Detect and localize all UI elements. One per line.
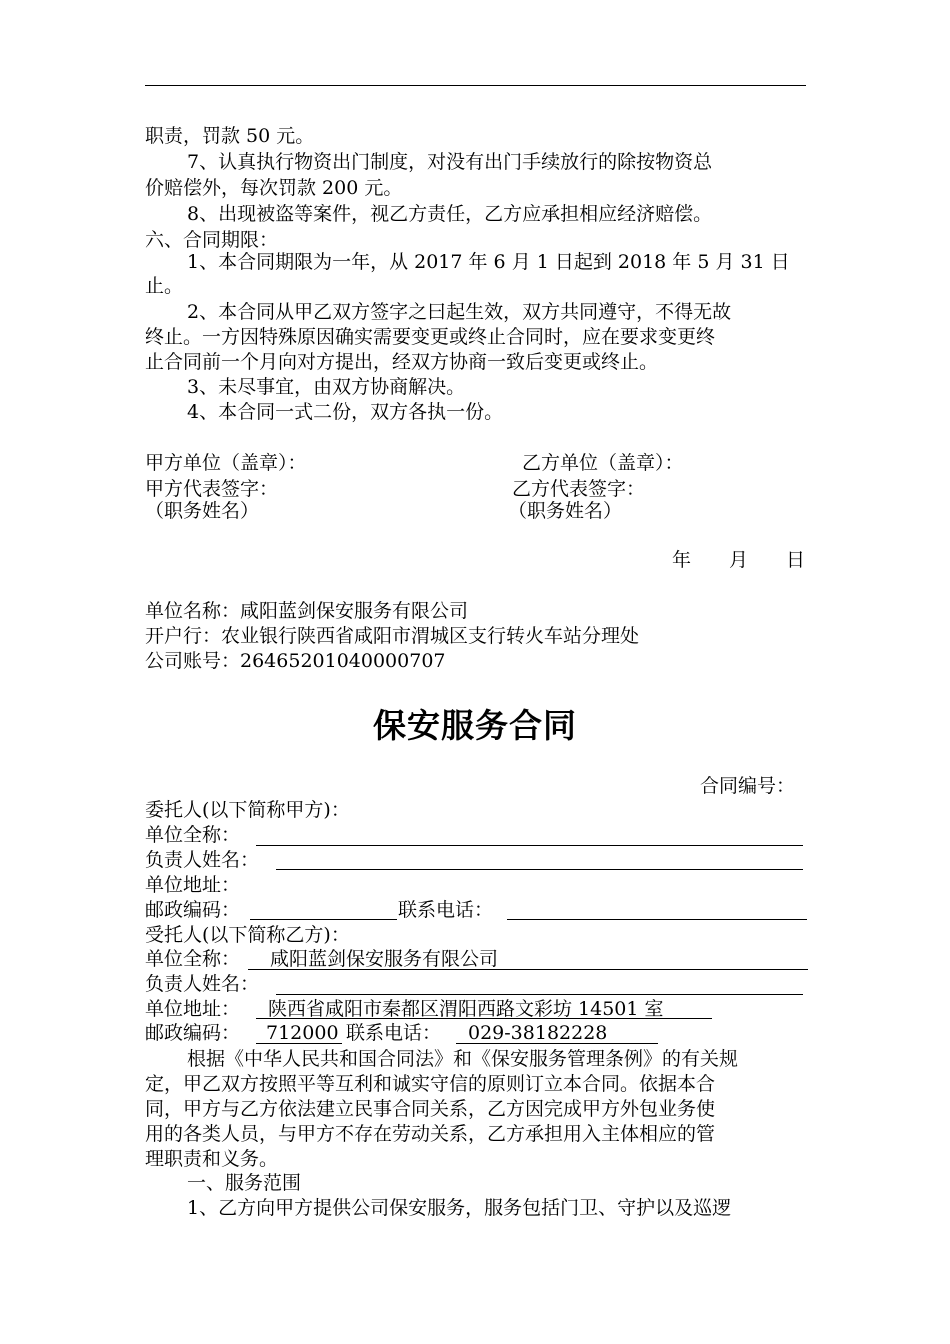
contract-number-label: 合同编号：: [699, 775, 795, 797]
paragraph-line: 4、本合同一式二份，双方各执一份。: [187, 401, 504, 423]
contract-title: 保安服务合同: [373, 706, 577, 745]
paragraph-line: 用的各类人员，与甲方不存在劳动关系，乙方承担用入主体相应的管: [145, 1123, 716, 1145]
company-account: 公司账号：26465201040000707: [145, 650, 446, 672]
client-header: 委托人(以下简称甲方)：: [145, 799, 350, 821]
paragraph-line: 终止。一方因特殊原因确实需要变更或终止合同时，应在要求变更终: [145, 326, 716, 348]
party-a-unit-label: 单位全称：: [145, 824, 241, 846]
party-a-unit-label: 甲方单位（盖章）：: [145, 452, 307, 474]
header-rule: [145, 85, 806, 86]
party-a-address-label: 单位地址：: [145, 874, 241, 896]
party-b-person-blank: [276, 994, 803, 995]
party-a-postcode-blank: [250, 919, 397, 920]
party-a-phone-label: 联系电话：: [398, 899, 494, 921]
paragraph-line: 3、未尽事宜，由双方协商解决。: [187, 376, 466, 398]
company-name: 单位名称：咸阳蓝剑保安服务有限公司: [145, 600, 469, 622]
party-b-phone-value: 029-38182228: [468, 1022, 608, 1044]
date-line: 年 月 日: [671, 549, 805, 571]
paragraph-line: 8、出现被盗等案件，视乙方责任，乙方应承担相应经济赔偿。: [187, 203, 713, 225]
party-b-postcode-label: 邮政编码：: [145, 1022, 241, 1044]
paragraph-line: 同，甲方与乙方依法建立民事合同关系，乙方因完成甲方外包业务使: [145, 1098, 716, 1120]
paragraph-line: 根据《中华人民共和国合同法》和《保安服务管理条例》的有关规: [187, 1048, 739, 1070]
party-b-address-value: 陕西省咸阳市秦都区渭阳西路文彩坊 14501 室: [268, 998, 664, 1020]
party-a-person-label: 负责人姓名：: [145, 849, 260, 871]
party-a-person-blank: [276, 869, 803, 870]
paragraph-line: 7、认真执行物资出门制度，对没有出门手续放行的除按物资总: [187, 151, 713, 173]
paragraph-line: 定，甲乙双方按照平等互利和诚实守信的原则订立本合同。依据本合: [145, 1073, 716, 1095]
party-b-unit-label: 乙方单位（盖章）：: [522, 452, 684, 474]
paragraph-line: 2、本合同从甲乙双方签字之曰起生效，双方共同遵守，不得无故: [187, 301, 732, 323]
party-b-address-label: 单位地址：: [145, 998, 241, 1020]
party-b-unit-value: 咸阳蓝剑保安服务有限公司: [270, 948, 499, 970]
party-b-title-label: （职务姓名）: [508, 500, 623, 522]
party-b-postcode-value: 712000: [266, 1022, 339, 1044]
party-a-rep-label: 甲方代表签字：: [145, 478, 279, 500]
section-heading: 一、服务范围: [187, 1172, 302, 1194]
party-a-title-label: （职务姓名）: [145, 500, 260, 522]
paragraph-line: 止。: [145, 275, 184, 297]
party-a-phone-blank: [507, 919, 807, 920]
party-b-phone-label: 联系电话：: [346, 1022, 442, 1044]
paragraph-line: 职责，罚款 50 元。: [145, 125, 315, 147]
party-b-unit-label: 单位全称：: [145, 948, 241, 970]
paragraph-line: 理职责和义务。: [145, 1148, 279, 1170]
party-b-rep-label: 乙方代表签字：: [512, 478, 646, 500]
company-bank: 开户行：农业银行陕西省咸阳市渭城区支行转火车站分理处: [145, 625, 640, 647]
paragraph-line: 1、乙方向甲方提供公司保安服务，服务包括门卫、守护以及巡逻: [187, 1197, 732, 1219]
paragraph-line: 价赔偿外，每次罚款 200 元。: [145, 177, 403, 199]
section-heading: 六、合同期限：: [145, 229, 279, 251]
paragraph-line: 止合同前一个月向对方提出，经双方协商一致后变更或终止。: [145, 351, 659, 373]
party-a-postcode-label: 邮政编码：: [145, 899, 241, 921]
party-b-person-label: 负责人姓名：: [145, 973, 260, 995]
trustee-header: 受托人(以下简称乙方)：: [145, 924, 350, 946]
party-a-unit-blank: [256, 845, 803, 846]
paragraph-line: 1、本合同期限为一年，从 2017 年 6 月 1 日起到 2018 年 5 月 31 日: [187, 251, 790, 273]
